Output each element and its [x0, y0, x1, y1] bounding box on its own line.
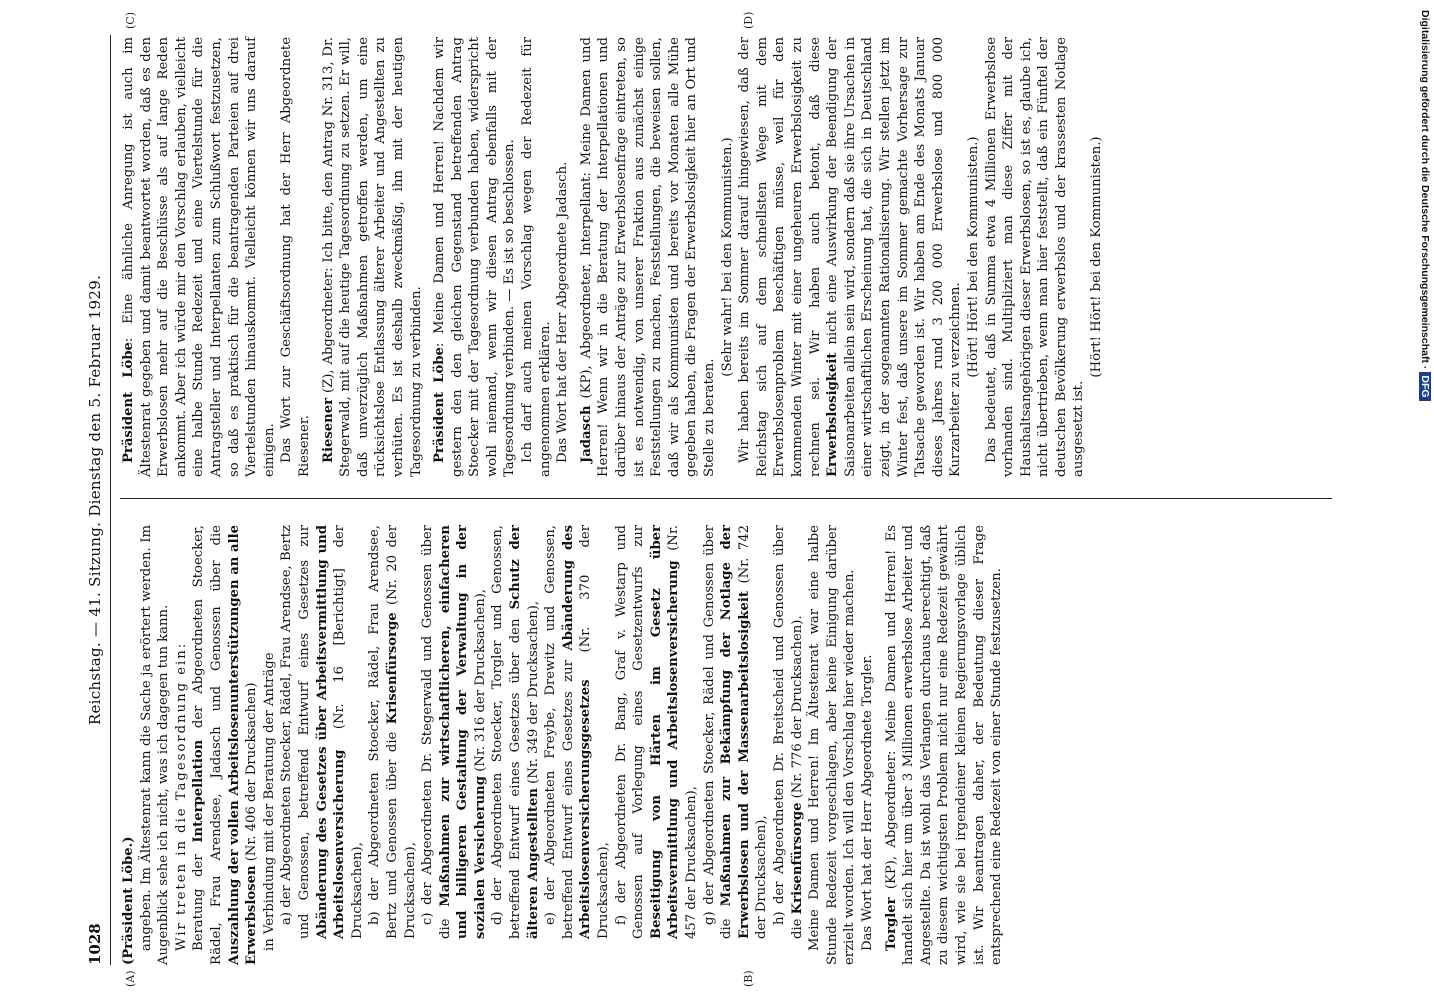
interjection: (Hört! Hört! bei den Kommunisten.)	[1089, 136, 1105, 378]
credit-text: Digitalisierung gefördert durch die Deutsche Forschungsgemeinschaft ·	[1419, 10, 1431, 370]
paragraph: Wir haben bereits im Sommer darauf hingewiesen, daß der Reichstag sich auf dem schnellsten Wege mit dem Erwerbslosenproblem beschäftigen müsse, weil für den kommenden Winter mit einer ungeheuren Erwerbslosigkeit zu rechnen sei. Wir haben auch betont, daß diese Erwerbslosigkeit nicht eine Auswirkung der Beendigung der Saisonarbeiten allein sein wird, sondern daß sie ihre Ursachen in einer wirtschaftlichen Erscheinung hat, die sich in Deutschland zeigt, in der sogenannten Rationalisierung. Wir stellen jetzt im Winter fest, daß unsere im Sommer gemachte Vorhersage zur Tatsache geworden ist. Wir haben am Ende des Monats Januar dieses Jahres rund 3 200 000 Erwerbslose und 800 000 Kurzarbeiter zu verzeichnen.	[737, 37, 964, 477]
digitization-credit	[1413, 10, 1431, 398]
paragraph: Das bedeutet, daß in Summa etwa 4 Millionen Erwerbslose vorhanden sind. Multipliziert man diese Ziffer mit der Haushaltsangehörigen dieser Erwerbslosen, so ist es, glaube ich, nicht übertrieben, wenn man hier feststellt, daß ein Fünftel der deutschen Bevölkerung erwerbslos und der krassesten Notlage ausgesetzt ist.	[983, 37, 1087, 477]
rotated-document-page	[82, 11, 1352, 987]
list-item: h) der Abgeordneten Dr. Breitscheid und Genossen über die Krisenfürsorge (Nr. 776 der Drucksachen).	[771, 525, 805, 939]
right-column	[120, 11, 1332, 477]
list-item: e) der Abgeordneten Freybe, Drewitz und Genossen, betreffend Entwurf eines Gesetzes zur Abänderung des Arbeitslosenversicherungsgesetzes (Nr. 370 der Drucksachen),	[543, 525, 612, 939]
paragraph: Präsident Löbe: Eine ähnliche Anregung ist auch im Ältestenrat gegeben und damit beantwortet worden, daß es den Erwerbslosen mehr auf die Beschlüsse als auf lange Reden ankommt. Aber ich würde mir den Vorschlag erlauben, vielleicht eine halbe Stunde Redezeit und eine Viertelstunde für die Antragsteller und Interpellanten zum Schlußwort festzusetzen, so daß es praktisch für die beantragenden Parteien auf drei Viertelstunden hinauskommt. Vielleicht können wir uns darauf einigen.	[121, 37, 277, 477]
paragraph: Beratung der Interpellation der Abgeordneten Stoecker, Rädel, Frau Arendsee, Jadasch und Genossen über die Auszahlung der vollen Arbeitslosenunterstützungen an alle Erwerbslosen (Nr. 406 der Drucksachen)	[191, 525, 260, 965]
paragraph: Das Wort hat der Herr Abgeordnete Jadasch.	[555, 161, 571, 463]
paragraph: Meine Damen und Herren! Im Ältestenrat war eine halbe Stunde Redezeit vorgeschlagen, aber keine Einigung darüber erzielt worden. Ich will den Vorschlag hier wieder machen.	[807, 525, 858, 965]
paragraph: Das Wort zur Geschäftsordnung hat der Herr Abgeordnete Riesener.	[279, 37, 312, 477]
list-item: f) der Abgeordneten Dr. Bang, Graf v. Westarp und Genossen auf Vorlegung eines Gesetzentwurfs zur Beseitigung von Härten im Gesetz über Arbeitsvermittlung und Arbeitslosenversicherung (Nr. 457 der Drucksachen),	[613, 525, 699, 939]
page-number: 1028	[86, 923, 104, 965]
paragraph: in Verbindung mit der Beratung der Anträge	[261, 652, 277, 951]
margin-mark-a: (A)	[124, 970, 137, 987]
paragraph: Riesener (Z), Abgeordneter: Ich bitte, den Antrag Nr. 313, Dr. Stegerwald, mit auf die heutige Tagesordnung zu setzen. Er will, daß unverzüglich Maßnahmen getroffen werden, um eine rücksichtslose Entlassung älterer Arbeiter und Angestellten zu verhüten. Es ist deshalb zweckmäßig, ihn mit der heutigen Tagesordnung zu verbinden.	[320, 37, 424, 477]
margin-mark-c: (C)	[124, 12, 137, 29]
list-item: b) der Abgeordneten Stoecker, Rädel, Frau Arendsee, Bertz und Genossen über die Krisenfürsorge (Nr. 20 der Drucksachen),	[367, 525, 418, 939]
paragraph: Jadasch (KP), Abgeordneter, Interpellant: Meine Damen und Herren! Wenn wir in die Beratung der Interpellationen und darüber hinaus der Anträge zur Erwerbslosenfrage eintreten, so ist es notwendig, von unserer Fraktion aus zunächst einige Feststellungen zu machen, Feststellungen, die beweisen sollen, daß wir als Kommunisten und bereits vor Monaten alle Mühe gegeben haben, die Fragen der Erwerbslosigkeit hier an Ort und Stelle zu beraten.	[578, 37, 717, 477]
list-item: a) der Abgeordneten Stoecker, Rädel, Frau Arendsee, Bertz und Genossen, betreffend Entwurf eines Gesetzes zur Abänderung des Gesetzes über Arbeitsvermittlung und Arbeitslosenversicherung (Nr. 16 [Berichtigt] der Drucksachen),	[279, 525, 365, 939]
paragraph: Ich darf auch meinen Vorschlag wegen der Redezeit für angenommen erklären.	[520, 37, 553, 477]
list-item: d) der Abgeordneten Stoecker, Torgler und Genossen, betreffend Entwurf eines Gesetzes über den Schutz der älteren Angestellten (Nr. 349 der Drucksachen),	[490, 524, 541, 939]
list-item: c) der Abgeordneten Dr. Stegerwald und Genossen über die Maßnahmen zur wirtschaftlicheren, einfacheren und billigeren Gestaltung der Verwaltung in der sozialen Versicherung (Nr. 316 der Drucksachen),	[420, 525, 488, 939]
speaker-heading: (Präsident Löbe.)	[121, 836, 136, 965]
paragraph: Präsident Löbe: Meine Damen und Herren! Nachdem wir gestern den den gleichen Gegenstand betreffenden Antrag Stoecker mit der Tagesordnung verbunden haben, widerspricht wohl niemand, wenn wir diesen Antrag ebenfalls mit der Tagesordnung verbinden. — Es ist so beschlossen.	[432, 37, 518, 477]
left-column	[120, 524, 1332, 987]
interjection: (Hört! Hört! bei den Kommunisten.)	[965, 136, 981, 378]
margin-mark-b: (B)	[742, 970, 755, 987]
margin-mark-d: (D)	[742, 11, 755, 29]
page-header	[82, 35, 111, 965]
paragraph: Wir treten in die Tagesordnung ein:	[173, 641, 189, 951]
interjection: (Sehr wahr! bei den Kommunisten.)	[719, 137, 735, 377]
dfg-logo: DFG	[1419, 372, 1431, 400]
list-item: g) der Abgeordneten Stoecker, Rädel und Genossen über die Maßnahmen zur Bekämpfung der Notlage der Erwerbslosen und der Massenarbeitslosigkeit (Nr. 742 der Drucksachen),	[701, 524, 770, 939]
column-divider	[120, 498, 1332, 499]
paragraph: angeben. Im Ältestenrat kann die Sache ja erörtert werden. Im Augenblick sehe ich nicht, was ich dagegen tun kann.	[138, 525, 172, 965]
paragraph: Torgler (KP), Abgeordneter: Meine Damen und Herren! Es handelt sich hier um über 3 Millionen erwerbslose Arbeiter und Angestellte. Da ist wohl das Verlangen durchaus berechtigt, daß zu diesem wichtigsten Problem nicht nur eine Redezeit gewährt wird, wie sie bei irgendeiner kleinen Regierungsvorlage üblich ist. Wir beantragen daher, der Bedeutung dieser Frage entsprechend eine Redezeit von einer Stunde festzusetzen.	[883, 525, 1005, 965]
running-title: Reichstag. — 41. Sitzung. Dienstag den 5. Februar 1929.	[86, 274, 104, 726]
paragraph: Das Wort hat der Herr Abgeordnete Torgler.	[859, 654, 875, 951]
